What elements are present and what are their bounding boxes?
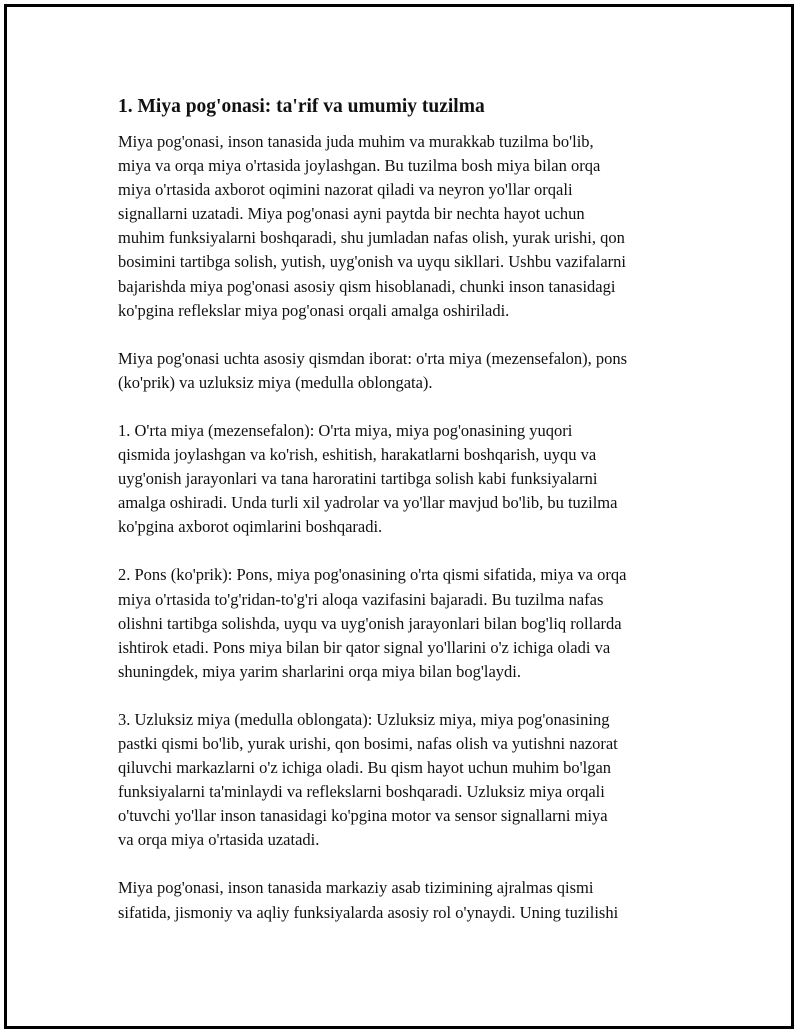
text-line: bosimini tartibga solish, yutish, uyg'onish va uyqu sikllari. Ushbu vazifalarni	[118, 252, 627, 272]
text-line: 1. O'rta miya (mezensefalon): O'rta miya, miya pog'onasining yuqori	[118, 420, 573, 440]
paragraph-midbrain	[118, 419, 688, 539]
paragraph-intro	[118, 130, 688, 323]
text-line: Miya pog'onasi, inson tanasida markaziy asab tizimining ajralmas qismi	[118, 878, 594, 898]
text-line: funksiyalarni ta'minlaydi va reflekslarni boshqaradi. Uzluksiz miya orqali	[118, 782, 605, 802]
text-line: miya o'rtasida to'g'ridan-to'g'ri aloqa vazifasini bajaradi. Bu tuzilma nafas	[118, 589, 604, 609]
paragraph-parts-overview	[118, 347, 688, 395]
text-line: (ko'prik) va uzluksiz miya (medulla oblongata).	[118, 372, 433, 392]
text-line: ishtirok etadi. Pons miya bilan bir qator signal yo'llarini o'z ichiga oladi va	[118, 637, 611, 657]
text-line: ko'pgina axborot oqimlarini boshqaradi.	[118, 517, 383, 537]
text-line: olishni tartibga solishda, uyqu va uyg'onish jarayonlari bilan bog'liq rollarda	[118, 613, 622, 633]
text-line: miya o'rtasida axborot oqimini nazorat qiladi va neyron yo'llar orqali	[118, 180, 573, 200]
paragraph-conclusion	[118, 876, 688, 924]
text-line: signallarni uzatadi. Miya pog'onasi ayni paytda bir nechta hayot uchun	[118, 204, 585, 224]
paragraph-pons	[118, 563, 688, 683]
text-line: pastki qismi bo'lib, yurak urishi, qon bosimi, nafas olish va yutishni nazorat	[118, 733, 618, 753]
paragraph-medulla	[118, 708, 688, 853]
text-line: 2. Pons (ko'prik): Pons, miya pog'onasining o'rta qismi sifatida, miya va orqa	[118, 565, 627, 585]
text-line: Miya pog'onasi uchta asosiy qismdan iborat: o'rta miya (mezensefalon), pons	[118, 348, 628, 368]
text-line: va orqa miya o'rtasida uzatadi.	[118, 830, 320, 850]
text-line: sifatida, jismoniy va aqliy funksiyalarda asosiy rol o'ynaydi. Uning tuzilishi	[118, 902, 619, 922]
document-body	[118, 94, 688, 949]
text-line: muhim funksiyalarni boshqaradi, shu jumladan nafas olish, yurak urishi, qon	[118, 228, 625, 248]
text-line: uyg'onish jarayonlari va tana haroratini tartibga solish kabi funksiyalarni	[118, 469, 598, 489]
section-heading: 1. Miya pog'onasi: ta'rif va umumiy tuzilma	[118, 96, 485, 117]
text-line: bajarishda miya pog'onasi asosiy qism hisoblanadi, chunki inson tanasidagi	[118, 276, 616, 296]
text-line: Miya pog'onasi, inson tanasida juda muhim va murakkab tuzilma bo'lib,	[118, 132, 594, 151]
text-line: 3. Uzluksiz miya (medulla oblongata): Uzluksiz miya, miya pog'onasining	[118, 709, 610, 729]
text-line: miya va orqa miya o'rtasida joylashgan. Bu tuzilma bosh miya bilan orqa	[118, 156, 601, 176]
text-line: amalga oshiradi. Unda turli xil yadrolar va yo'llar mavjud bo'lib, bu tuzilma	[118, 493, 618, 513]
text-line: qismida joylashgan va ko'rish, eshitish, harakatlarni boshqarish, uyqu va	[118, 445, 597, 465]
text-line: o'tuvchi yo'llar inson tanasidagi ko'pgina motor va sensor signallarni miya	[118, 806, 608, 826]
text-line: qiluvchi markazlarni o'z ichiga oladi. Bu qism hayot uchun muhim bo'lgan	[118, 758, 612, 778]
text-line: ko'pgina reflekslar miya pog'onasi orqali amalga oshiriladi.	[118, 300, 510, 320]
text-line: shuningdek, miya yarim sharlarini orqa miya bilan bog'laydi.	[118, 661, 522, 681]
